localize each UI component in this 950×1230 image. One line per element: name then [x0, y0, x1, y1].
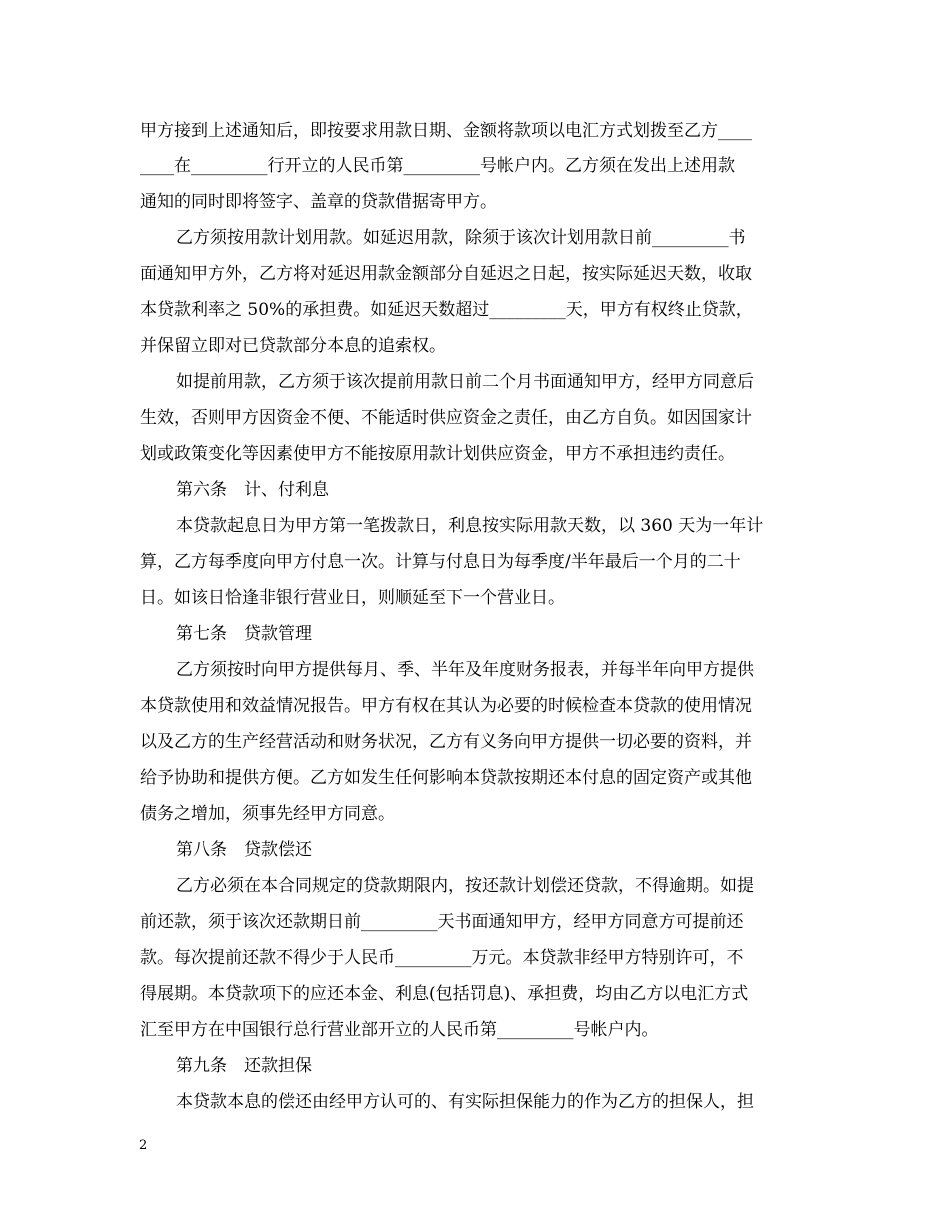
text-line: 日。如该日恰逢非银行营业日，则顺延至下一个营业日。	[140, 588, 565, 608]
text-line: 生效，否则甲方因资金不便、不能适时供应资金之责任，由乙方自负。如因国家计	[140, 408, 752, 428]
paragraph-first-line: 乙方须按时向甲方提供每月、季、半年及年度财务报表，并每半年向甲方提供	[176, 660, 754, 680]
paragraph-first-line: 乙方必须在本合同规定的贷款期限内，按还款计划偿还贷款，不得逾期。如提	[176, 876, 754, 896]
text-line: 并保留立即对已贷款部分本息的追索权。	[140, 336, 446, 356]
text-line: 算，乙方每季度向甲方付息一次。计算与付息日为每季度/半年最后一个月的二十	[140, 552, 741, 572]
text-line: 划或政策变化等因素使甲方不能按原用款计划供应资金，甲方不承担违约责任。	[140, 444, 735, 464]
section-heading: 第八条 贷款偿还	[176, 840, 312, 860]
page-number: 2	[139, 1138, 148, 1153]
paragraph-first-line: 本贷款本息的偿还由经甲方认可的、有实际担保能力的作为乙方的担保人，担	[176, 1092, 754, 1112]
section-heading: 第九条 还款担保	[176, 1056, 312, 1076]
paragraph-first-line: 本贷款起息日为甲方第一笔拨款日，利息按实际用款天数，以 360 天为一年计	[176, 516, 764, 536]
text-line: 前还款，须于该次还款期日前_________天书面通知甲方，经甲方同意方可提前还	[140, 912, 744, 932]
text-line: 甲方接到上述通知后，即按要求用款日期、金额将款项以电汇方式划拨至乙方____	[140, 121, 752, 141]
text-line: 汇至甲方在中国银行总行营业部开立的人民币第_________号帐户内。	[140, 1020, 659, 1040]
section-heading: 第七条 贷款管理	[176, 624, 312, 644]
text-line: 本贷款利率之 50%的承担费。如延迟天数超过_________天，甲方有权终止贷款，	[140, 300, 753, 320]
text-line: 本贷款使用和效益情况报告。甲方有权在其认为必要的时候检查本贷款的使用情况	[140, 696, 752, 716]
text-line: 面通知甲方外，乙方将对延迟用款金额部分自延迟之日起，按实际延迟天数，收取	[140, 264, 752, 284]
section-heading: 第六条 计、付利息	[176, 480, 329, 500]
paragraph-first-line: 如提前用款，乙方须于该次提前用款日前二个月书面通知甲方，经甲方同意后	[176, 372, 754, 392]
text-line: 得展期。本贷款项下的应还本金、利息(包括罚息)、承担费，均由乙方以电汇方式	[140, 984, 749, 1004]
text-line: 给予协助和提供方便。乙方如发生任何影响本贷款按期还本付息的固定资产或其他	[140, 768, 752, 788]
text-line: 债务之增加，须事先经甲方同意。	[140, 804, 395, 824]
text-line: ____在_________行开立的人民币第_________号帐户内。乙方须在发出上述用款	[140, 156, 735, 176]
text-line: 通知的同时即将签字、盖章的贷款借据寄甲方。	[140, 192, 497, 212]
text-line: 款。每次提前还款不得少于人民币_________万元。本贷款非经甲方特别许可，不	[140, 948, 744, 968]
paragraph-first-line: 乙方须按用款计划用款。如延迟用款，除须于该次计划用款日前_________书	[176, 228, 746, 248]
text-line: 以及乙方的生产经营活动和财务状况，乙方有义务向甲方提供一切必要的资料，并	[140, 732, 752, 752]
